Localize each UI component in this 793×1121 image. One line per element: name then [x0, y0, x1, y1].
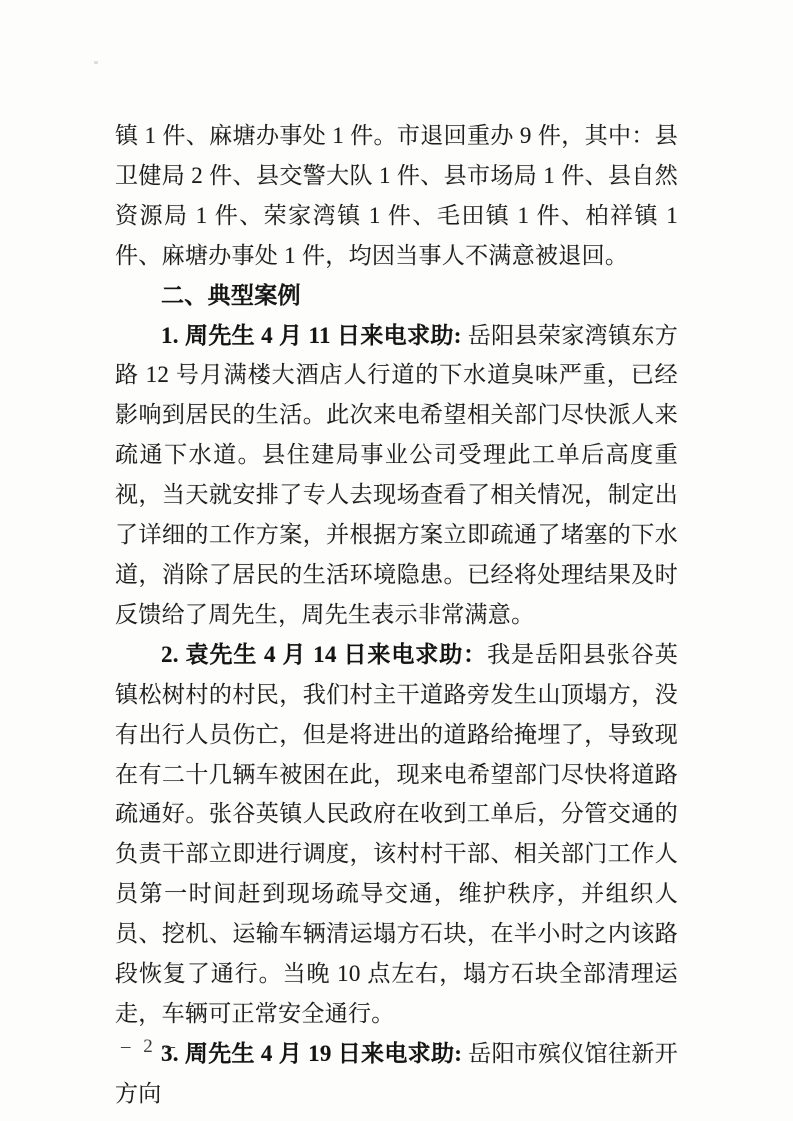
- case-3-text: 岳阳市殡仪馆往新开方向: [115, 1040, 678, 1106]
- document-body: [115, 116, 678, 1114]
- case-paragraph-2: [115, 635, 678, 1034]
- paragraph-continuation: [115, 116, 678, 276]
- case-2-lead: 2. 袁先生 4 月 14 日来电求助：: [161, 641, 488, 667]
- page-number: – 2 –: [121, 1036, 176, 1057]
- scan-artifact: [94, 61, 98, 64]
- section-heading: 二、典型案例: [161, 281, 301, 308]
- case-2-text: 我是岳阳县张谷英镇松树村的村民，我们村主干道路旁发生山顶塌方，没有出行人员伤亡，但是将进出的道路给掩埋了，导致现在有二十几辆车被困在此，现来电希望部门尽快将道路疏通好。张谷英镇人民政府在收到工单后，分管交通的负责干部立即进行调度，该村村干部、相关部门工作人员第一时间赶到现场疏导交通，维护秩序，并组织人员、挖机、运输车辆清运塌方石块，在半小时之内该路段恢复了通行。当晚 10 点左右，塌方石块全部清理运走，车辆可正常安全通行。: [115, 641, 678, 1026]
- paragraph-continuation-text: 镇 1 件、麻塘办事处 1 件。市退回重办 9 件，其中：县卫健局 2 件、县交警大队 1 件、县市场局 1 件、县自然资源局 1 件、荣家湾镇 1 件、毛田镇 1 件、柏祥镇 1 件、麻塘办事处 1 件，均因当事人不满意被退回。: [115, 123, 678, 268]
- case-1-text: 岳阳县荣家湾镇东方路 12 号月满楼大酒店人行道的下水道臭味严重，已经影响到居民的生活。此次来电希望相关部门尽快派人来疏通下水道。县住建局事业公司受理此工单后高度重视，当天就安排了专人去现场查看了相关情况，制定出了详细的工作方案，并根据方案立即疏通了堵塞的下水道，消除了居民的生活环境隐患。已经将处理结果及时反馈给了周先生，周先生表示非常满意。: [115, 322, 678, 627]
- case-paragraph-3: [115, 1034, 678, 1114]
- case-3-lead: 3. 周先生 4 月 19 日来电求助:: [161, 1040, 469, 1066]
- case-1-lead: 1. 周先生 4 月 11 日来电求助:: [161, 322, 468, 348]
- case-paragraph-1: [115, 316, 678, 635]
